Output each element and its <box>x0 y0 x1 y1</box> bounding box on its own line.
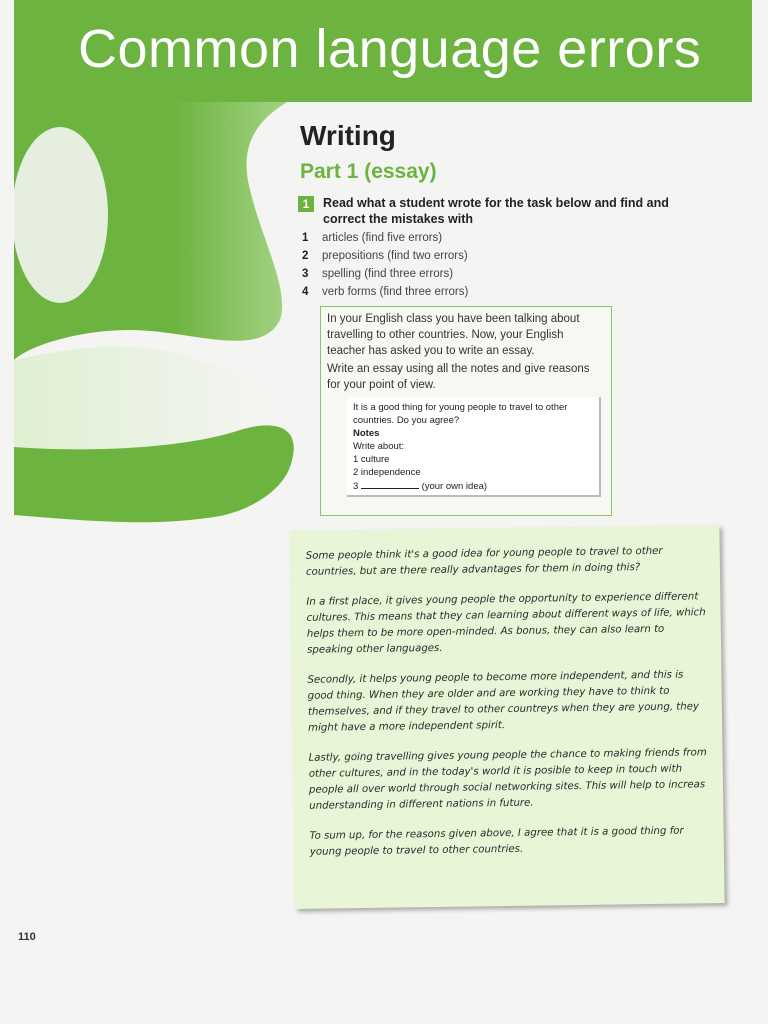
essay-question-card <box>347 397 601 497</box>
title-banner <box>14 0 752 102</box>
page-number: 110 <box>18 931 36 943</box>
task-instruction: Read what a student wrote for the task below and find and correct the mistakes with <box>323 196 669 226</box>
task-prompt-box <box>320 306 612 516</box>
task-number-badge: 1 <box>298 196 314 212</box>
student-essay <box>289 525 724 909</box>
note-item: 1 culture <box>353 454 390 465</box>
part-heading: Part 1 (essay) <box>300 160 437 183</box>
question-line: countries. Do you agree? <box>353 415 460 426</box>
list-item: 1 articles (find five errors) <box>302 232 443 244</box>
essay-paragraph: In a first place, it gives young people the opportunity to experience different cultures. This means that they can learning about different ways of life, which helps them to be more open-minded. As bonus, they can also learn to speaking other languages. <box>306 591 706 656</box>
question-line: It is a good thing for young people to travel to other <box>353 402 568 413</box>
section-heading: Writing <box>300 120 396 151</box>
essay-paragraph: Lastly, going travelling gives young people the chance to making friends from other cultures, and in the today's world it is posible to keep in touch with people all over world through social networking sites. This will help to increas understanding in different nations in future. <box>308 747 707 812</box>
note-item: 2 independence <box>353 467 421 478</box>
list-item: 4 verb forms (find three errors) <box>302 286 469 298</box>
essay-text <box>306 543 713 875</box>
write-about-label: Write about: <box>353 441 405 452</box>
essay-paragraph: To sum up, for the reasons given above, I agree that it is a good thing for young people to travel to other countries. <box>309 825 684 858</box>
notes-label: Notes <box>353 428 380 439</box>
note-item: 3 (your own idea) <box>353 481 488 492</box>
list-item: 2 prepositions (find two errors) <box>302 250 468 262</box>
prompt-paragraph: In your English class you have been talking about travelling to other countries. Now, your English teacher has asked you to write an essay. <box>327 313 580 357</box>
error-category-list <box>302 232 602 304</box>
list-item: 3 spelling (find three errors) <box>302 268 454 280</box>
prompt-paragraph: Write an essay using all the notes and give reasons for your point of view. <box>327 363 590 391</box>
essay-paragraph: Some people think it's a good idea for young people to travel to other countries, but are there really advantages for them in doing this? <box>305 545 663 578</box>
task-prompt-text <box>327 311 605 395</box>
blank-line <box>361 479 419 489</box>
page-title: Common language errors <box>78 19 702 79</box>
essay-paragraph: Secondly, it helps young people to become more independent, and this is good thing. When they are older and are working they have to think to themselves, and if they travel to other countreys when they are young, they might have a more independent spirit. <box>307 669 700 734</box>
